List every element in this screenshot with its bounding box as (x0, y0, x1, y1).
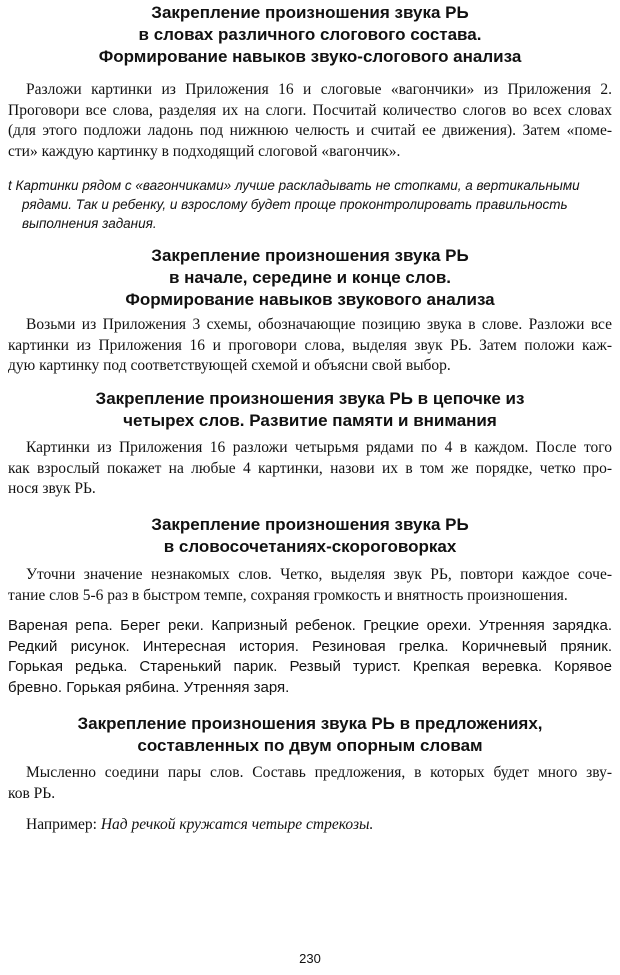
text-line: как взрослый покажет на любые 4 картинки, назови их в том же порядке, четко про- (8, 459, 612, 477)
text-line: тание слов 5-6 раз в быстром темпе, сохраняя громкость и внятность произношения. (8, 586, 568, 604)
text-line: нося звук РЬ. (8, 480, 96, 497)
heading-line: в словах различного слогового состава. (138, 25, 482, 44)
phrase-line: бревно. Горькая рябина. Утренняя заря. (8, 678, 290, 696)
text-line: Картинки из Приложения 16 разложи четырьмя рядами по 4 в каждом. После того (26, 439, 612, 456)
section-2-paragraph (8, 315, 612, 377)
heading-line: Закрепление произношения звука РЬ в цепочке из (95, 389, 525, 408)
note-line: рядами. Так и ребенку, и взрослому будет проще проконтролировать правильность (22, 197, 568, 212)
note-line: выполнения задания. (22, 216, 157, 231)
heading-line: в начале, середине и конце слов. (168, 268, 452, 287)
section-5-heading (0, 713, 620, 757)
heading-line: Формирование навыков звуко-слогового анализа (98, 47, 522, 66)
heading-line: Закрепление произношения звука РЬ (151, 3, 469, 22)
text-line: Разложи картинки из Приложения 16 и слоговые «вагончики» из Приложения 2. (26, 81, 612, 98)
heading-line: составленных по двум опорным словам (137, 736, 483, 755)
phrase-line: Вареная репа. Берег реки. Капризный ребенок. Грецкие орехи. Утренняя зарядка. (8, 617, 612, 634)
text-line: Возьми из Приложения 3 схемы, обозначающие позицию звука в слове. Разложи все (26, 316, 612, 333)
heading-line: четырех слов. Развитие памяти и внимания (123, 411, 497, 430)
text-line: сти» каждую картинку в подходящий слоговой «вагончик». (8, 142, 401, 160)
text-line: Мысленно соедини пары слов. Составь предложения, в которых будет много зву- (26, 764, 612, 781)
section-4-heading (0, 514, 620, 558)
text-line: картинки из Приложения 16 и проговори слова, выделяя звук РЬ. Затем положи каж- (8, 336, 612, 354)
heading-line: в словосочетаниях-скороговорках (163, 537, 457, 556)
text-line: Проговори все слова, разделяя их на слоги. Посчитай количество слогов во всех словах (8, 101, 612, 119)
text-line: Уточни значение незнакомых слов. Четко, выделяя звук РЬ, повтори каждое соче- (26, 566, 612, 583)
example-line (8, 815, 612, 836)
heading-line: Формирование навыков звукового анализа (125, 290, 495, 309)
section-1-heading (0, 2, 620, 68)
phrase-line: Горькая редька. Старенький парик. Резвый турист. Крепкая веревка. Корявое (8, 658, 612, 675)
section-5-paragraph (8, 763, 612, 804)
section-2-heading (0, 245, 620, 311)
text-line: (для этого подложи ладонь под нижнюю челюсть и считай ее движения). Затем «поме- (8, 122, 612, 139)
note-line: t Картинки рядом с «вагончиками» лучше раскладывать не стопками, а вертикальными (8, 178, 580, 193)
phrase-list (8, 616, 612, 698)
section-1-note (8, 176, 612, 233)
heading-line: Закрепление произношения звука РЬ (151, 246, 469, 265)
example-paragraph (8, 815, 612, 836)
heading-line: Закрепление произношения звука РЬ (151, 515, 469, 534)
example-label: Например: (26, 816, 97, 833)
text-line: дую картинку под соответствующей схемой и объясни свой выбор. (8, 357, 451, 374)
section-1-paragraph (8, 80, 612, 162)
page-number: 230 (299, 951, 321, 966)
section-4-paragraph (8, 565, 612, 606)
phrase-line: Редкий рисунок. Интересная история. Резиновая грелка. Коричневый пряник. (8, 637, 612, 655)
section-3-paragraph (8, 438, 612, 500)
example-text: Над речкой кружатся четыре стрекозы. (100, 816, 374, 833)
heading-line: Закрепление произношения звука РЬ в предложениях, (77, 714, 543, 733)
text-line: ков РЬ. (8, 784, 56, 802)
section-3-heading (0, 388, 620, 432)
